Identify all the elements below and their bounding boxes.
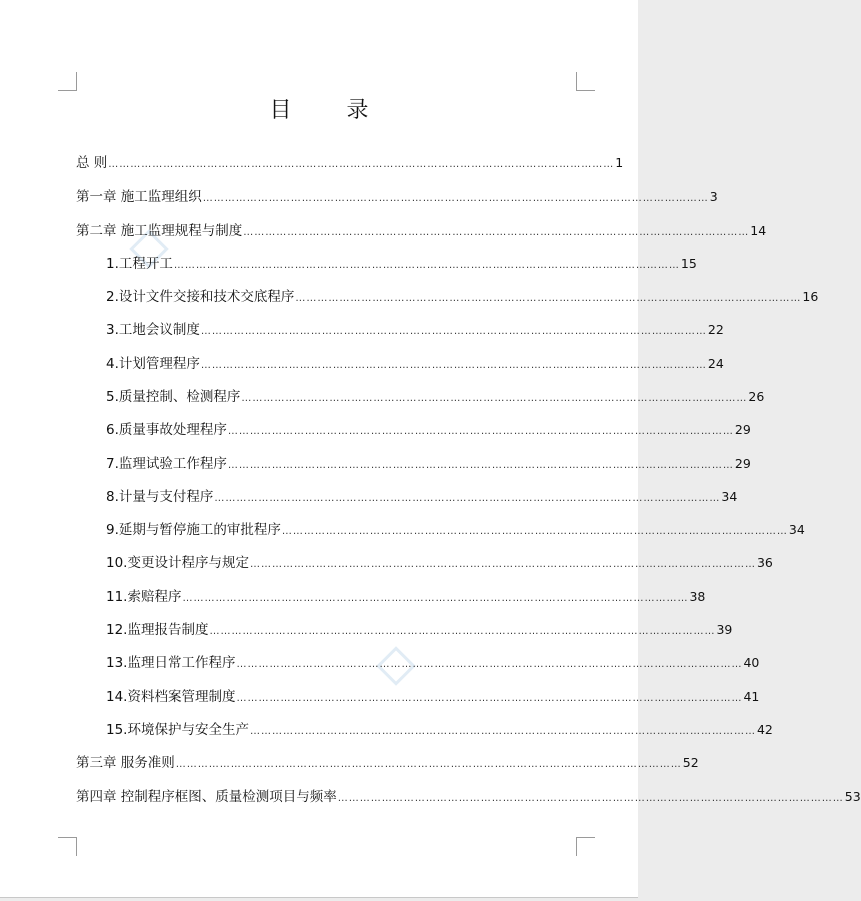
toc-leader: ………………………………………………………………………………………………………………………… — [281, 526, 788, 537]
toc-entry-text: 7.监理试验工作程序 — [106, 456, 227, 472]
toc-entry[interactable] — [106, 653, 760, 673]
toc-entry[interactable] — [106, 454, 751, 474]
toc-entry-text: 12.监理报告制度 — [106, 622, 209, 638]
crop-mark-bottom-left — [58, 837, 77, 856]
toc-entry[interactable] — [76, 153, 624, 173]
toc-entry-text: 1.工程开工 — [106, 256, 173, 272]
toc-entry[interactable] — [106, 354, 724, 374]
toc-page-number: 22 — [707, 322, 724, 337]
toc-page-number: 39 — [716, 622, 733, 637]
toc-leader: ………………………………………………………………………………………………………………………… — [209, 626, 716, 637]
toc-entry-text: 9.延期与暂停施工的审批程序 — [106, 522, 281, 538]
toc-leader: ………………………………………………………………………………………………………………………… — [243, 227, 750, 238]
toc-entry[interactable] — [106, 254, 697, 274]
toc-entry-text: 第二章 施工监理规程与制度 — [76, 223, 243, 239]
toc-page-number: 24 — [707, 356, 724, 371]
toc-entry[interactable] — [106, 420, 751, 440]
toc-title: 目 录 — [269, 98, 393, 123]
toc-entry-text: 13.监理日常工作程序 — [106, 655, 236, 671]
crop-mark-top-right — [576, 72, 595, 91]
toc-entry-text: 8.计量与支付程序 — [106, 489, 214, 505]
toc-entry[interactable] — [106, 287, 819, 307]
toc-leader: ………………………………………………………………………………………………………………………… — [227, 426, 734, 437]
toc-page-number: 29 — [734, 422, 751, 437]
toc-entry[interactable] — [106, 687, 760, 707]
toc-leader: ………………………………………………………………………………………………………………………… — [175, 759, 682, 770]
toc-entry-text: 第四章 控制程序框图、质量检测项目与频率 — [76, 789, 337, 805]
toc-entry[interactable] — [106, 620, 733, 640]
crop-mark-top-left — [58, 72, 77, 91]
toc-entry[interactable] — [106, 520, 805, 540]
toc-entry-text: 6.质量事故处理程序 — [106, 422, 227, 438]
toc-page-number: 34 — [788, 522, 805, 537]
toc-leader: ………………………………………………………………………………………………………………………… — [295, 293, 802, 304]
toc-leader: ………………………………………………………………………………………………………………………… — [249, 726, 756, 737]
toc-entry[interactable] — [106, 587, 706, 607]
toc-entry-text: 3.工地会议制度 — [106, 322, 200, 338]
toc-entry[interactable] — [106, 320, 724, 340]
toc-page-number: 40 — [743, 655, 760, 670]
toc-leader: ………………………………………………………………………………………………………………………… — [236, 659, 743, 670]
toc-entry-text: 2.设计文件交接和技术交底程序 — [106, 289, 295, 305]
toc-entry-text: 15.环境保护与安全生产 — [106, 722, 249, 738]
toc-leader: ………………………………………………………………………………………………………………………… — [337, 793, 844, 804]
toc-entry[interactable] — [106, 487, 738, 507]
toc-leader: ………………………………………………………………………………………………………………………… — [108, 159, 615, 170]
toc-page-number: 26 — [748, 389, 765, 404]
toc-entry-text: 5.质量控制、检测程序 — [106, 389, 241, 405]
toc-leader: ………………………………………………………………………………………………………………………… — [236, 693, 743, 704]
crop-mark-bottom-right — [576, 837, 595, 856]
toc-entry-text: 11.索赔程序 — [106, 589, 182, 605]
toc-page-number: 29 — [734, 456, 751, 471]
toc-entry-text: 14.资料档案管理制度 — [106, 689, 236, 705]
toc-entry-text: 10.变更设计程序与规定 — [106, 555, 249, 571]
toc-entry-text: 第一章 施工监理组织 — [76, 189, 202, 205]
toc-entry-text: 总 则 — [76, 155, 108, 171]
toc-leader: ………………………………………………………………………………………………………………………… — [173, 260, 680, 271]
toc-leader: ………………………………………………………………………………………………………………………… — [200, 326, 707, 337]
toc-page-number: 1 — [615, 155, 624, 170]
toc-page-number: 38 — [689, 589, 706, 604]
toc-leader: ………………………………………………………………………………………………………………………… — [182, 593, 689, 604]
toc-leader: ………………………………………………………………………………………………………………………… — [214, 493, 721, 504]
toc-entry[interactable] — [76, 187, 718, 207]
toc-entry[interactable] — [76, 221, 767, 241]
toc-entry[interactable] — [106, 387, 765, 407]
toc-page-number: 36 — [756, 555, 773, 570]
toc-page-number: 16 — [802, 289, 819, 304]
toc-page-number: 52 — [682, 755, 699, 770]
toc-page-number: 3 — [709, 189, 718, 204]
toc-page-number: 34 — [721, 489, 738, 504]
toc-entry[interactable] — [76, 787, 861, 807]
toc-entry[interactable] — [76, 753, 699, 773]
toc-page-number: 14 — [750, 223, 767, 238]
toc-leader: ………………………………………………………………………………………………………………………… — [241, 393, 748, 404]
toc-page-number: 41 — [743, 689, 760, 704]
toc-page-number: 53 — [844, 789, 861, 804]
toc-entry-text: 第三章 服务准则 — [76, 755, 175, 771]
toc-leader: ………………………………………………………………………………………………………………………… — [200, 360, 707, 371]
toc-entry[interactable] — [106, 720, 773, 740]
toc-page-number: 42 — [756, 722, 773, 737]
toc-leader: ………………………………………………………………………………………………………………………… — [227, 460, 734, 471]
toc-entry-text: 4.计划管理程序 — [106, 356, 200, 372]
toc-leader: ………………………………………………………………………………………………………………………… — [249, 559, 756, 570]
toc-page-number: 15 — [680, 256, 697, 271]
toc-entry[interactable] — [106, 553, 773, 573]
toc-leader: ………………………………………………………………………………………………………………………… — [202, 193, 709, 204]
